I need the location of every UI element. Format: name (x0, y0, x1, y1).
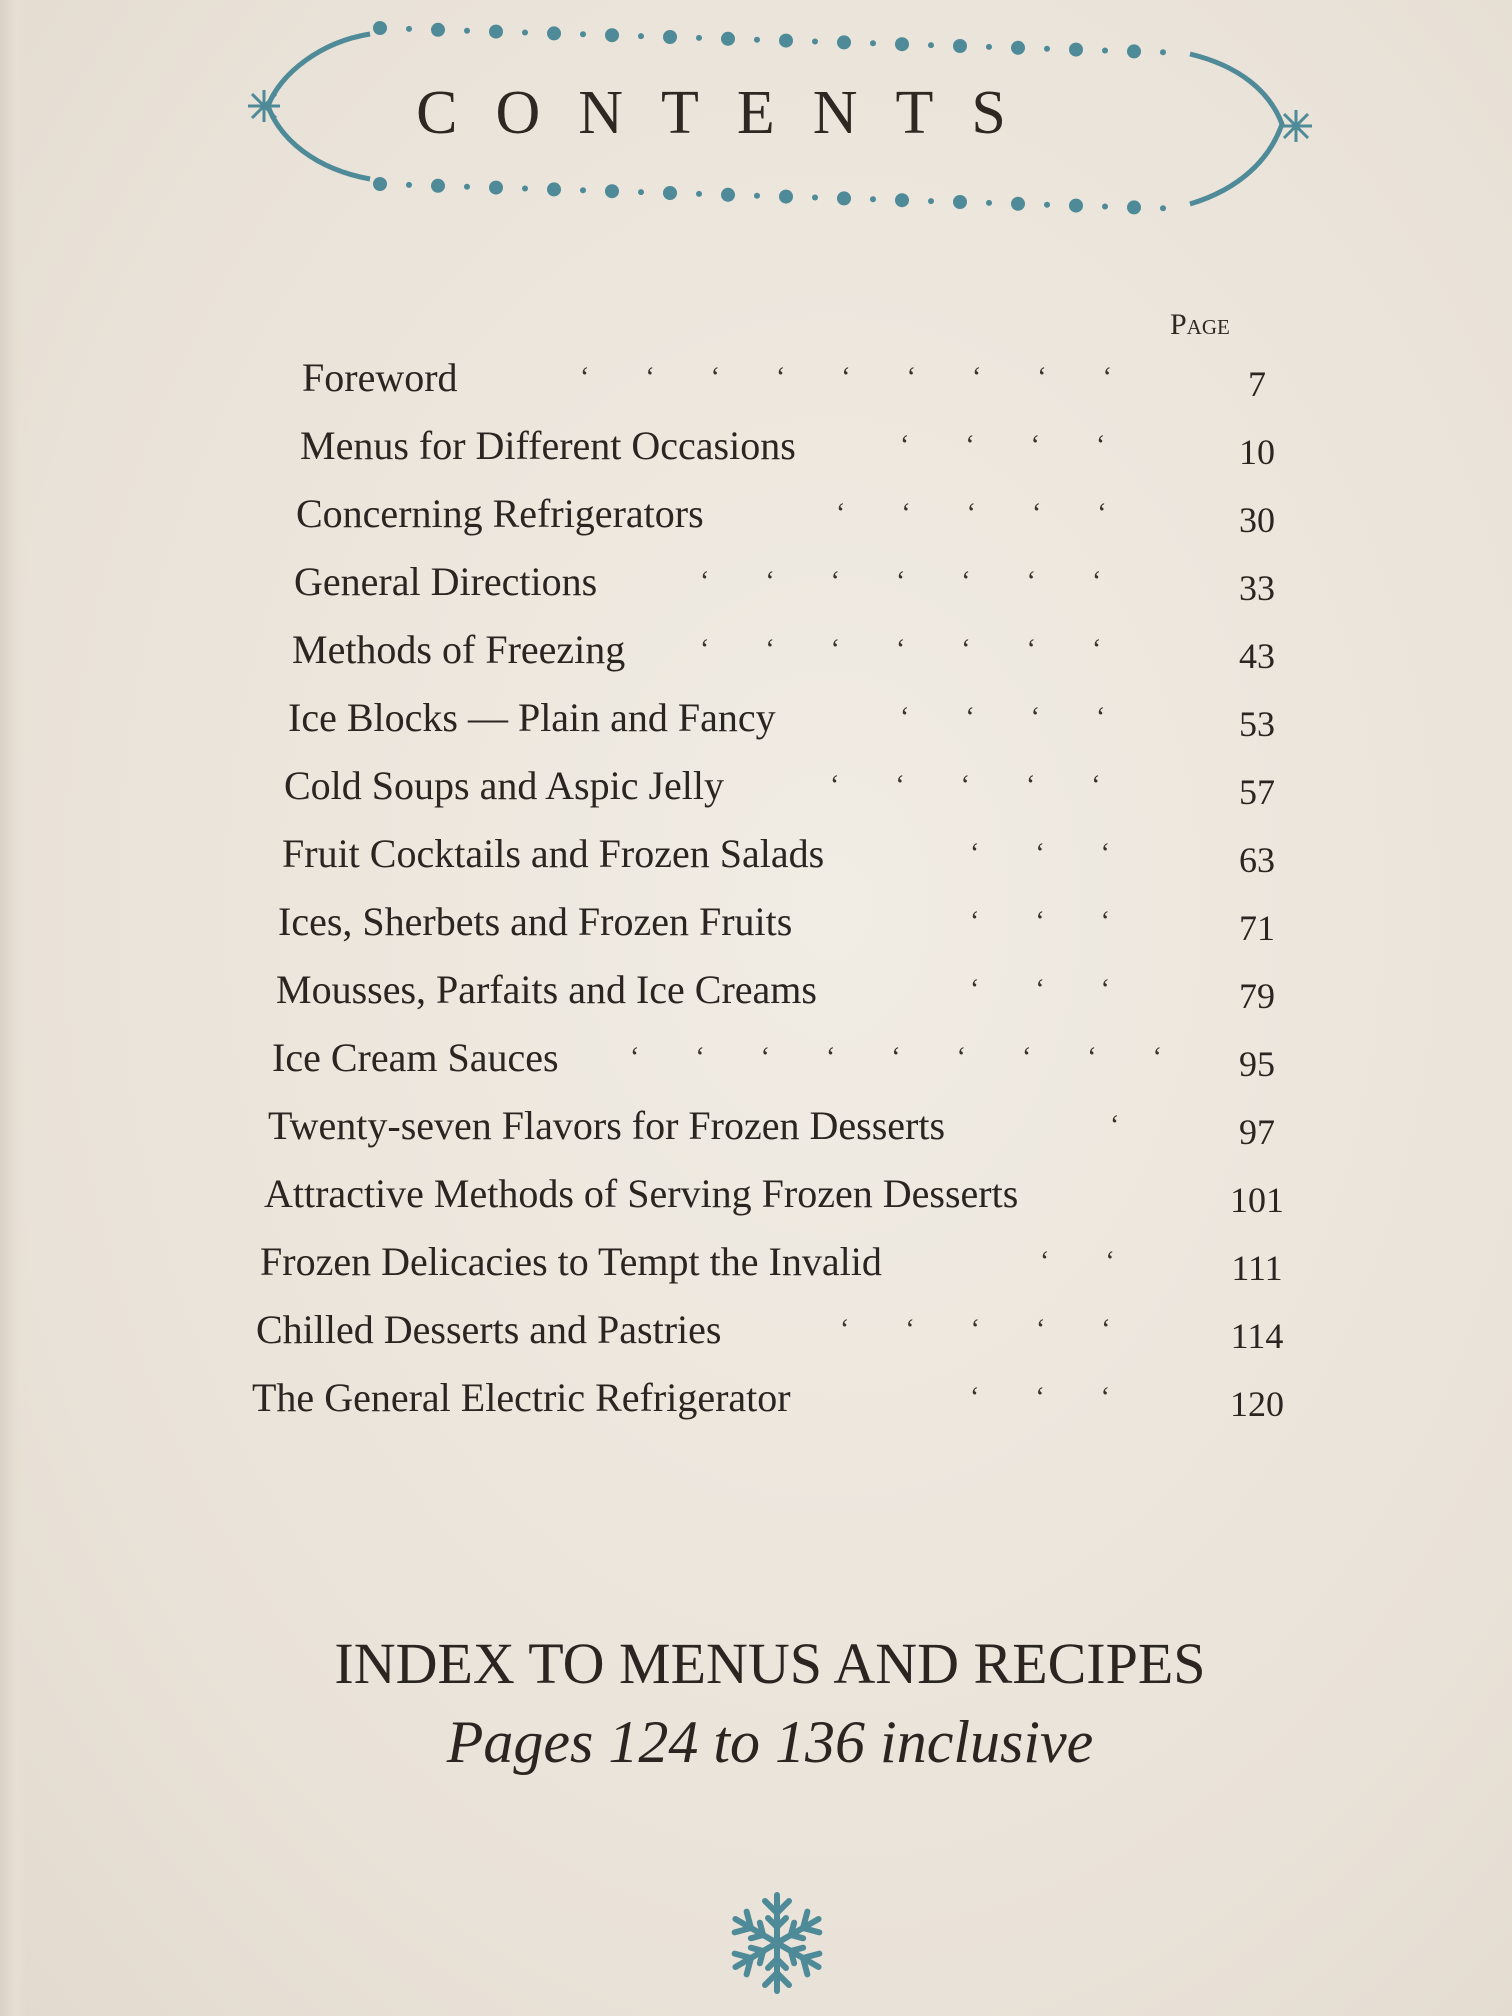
toc-entry (296, 484, 1300, 544)
ornament-dot (464, 28, 470, 34)
toc-entry (268, 1096, 1300, 1156)
ornament-dot (605, 184, 619, 198)
toc-dot-leader: ʻ ʻ ʻ ʻ (900, 430, 1106, 461)
ornament-dot (547, 26, 561, 40)
ornament-dot (696, 191, 702, 197)
ornament-top-dots (373, 21, 1166, 58)
ornament-dot (953, 39, 967, 53)
toc-entry-title: The General Electric Refrigerator (252, 1375, 791, 1420)
toc-entry-page: 30 (1239, 500, 1275, 540)
ornament-dot (812, 195, 818, 201)
ornament-dot (870, 196, 876, 202)
toc-entry-title: Foreword (302, 355, 458, 400)
ornament-left-flake (248, 90, 280, 122)
toc-entry-page: 53 (1239, 704, 1275, 744)
ornament-right-flake (1280, 110, 1312, 142)
ornament-dot (1127, 200, 1141, 214)
ornament-dot (754, 193, 760, 199)
ornament-dot (1011, 41, 1025, 55)
toc-entry (282, 824, 1300, 884)
toc-entry-title: Mousses, Parfaits and Ice Creams (276, 967, 817, 1012)
toc-entry-title: Ice Cream Sauces (272, 1035, 559, 1080)
ornament-dot (1069, 43, 1083, 57)
toc-entry-title: General Directions (294, 559, 598, 604)
toc-entry-page: 79 (1239, 976, 1275, 1016)
toc-entry-title: Concerning Refrigerators (296, 491, 704, 536)
ornament-dot (696, 35, 702, 41)
page-edge (0, 0, 26, 2016)
toc-entry-page: 63 (1239, 840, 1275, 880)
ornament-dot (986, 44, 992, 50)
ornament-dot (1069, 199, 1083, 213)
toc-dot-leader: ʻ ʻ ʻ (970, 974, 1110, 1005)
toc-entry-page: 33 (1239, 568, 1275, 608)
toc-dot-leader: ʻ ʻ (1040, 1246, 1115, 1277)
ornament-dot (580, 31, 586, 37)
toc-entry-page: 120 (1230, 1384, 1284, 1424)
toc-dot-leader: ʻ ʻ ʻ ʻ ʻ (840, 1314, 1111, 1345)
toc-dot-leader: ʻ ʻ ʻ ʻ ʻ ʻ ʻ ʻ ʻ (580, 362, 1112, 393)
ornament-dot (779, 190, 793, 204)
toc-dot-leader: ʻ (1110, 1110, 1120, 1141)
ornament-dot (1044, 202, 1050, 208)
toc-dot-leader: ʻ ʻ ʻ ʻ ʻ ʻ ʻ ʻ ʻ (630, 1042, 1162, 1073)
toc-entry-page: 101 (1230, 1180, 1284, 1220)
toc-entry-page: 71 (1239, 908, 1275, 948)
ornament-dot (605, 28, 619, 42)
ornament-dot (1160, 205, 1166, 211)
page-column-label: Page (1170, 308, 1230, 341)
toc-entry-title: Chilled Desserts and Pastries (256, 1307, 722, 1352)
index-heading: INDEX TO MENUS AND RECIPES (334, 1631, 1206, 1696)
ornament-dot (779, 34, 793, 48)
ornament-dot (1102, 204, 1108, 210)
ornament-dot (928, 198, 934, 204)
toc-entry-page: 111 (1231, 1248, 1283, 1288)
ornament-dot (721, 32, 735, 46)
ornament-dot (489, 25, 503, 39)
ornament-dot (522, 30, 528, 36)
ornament-right-bracket (1190, 54, 1282, 204)
ornament-dot (870, 40, 876, 46)
ornament-dot (812, 39, 818, 45)
toc-entry (294, 552, 1300, 612)
index-page-range: Pages 124 to 136 inclusive (446, 1709, 1094, 1775)
ornament-dot (663, 186, 677, 200)
ornament-dot (464, 184, 470, 190)
ornament-dot (663, 30, 677, 44)
ornament-dot (522, 186, 528, 192)
ornament-dot (721, 188, 735, 202)
toc-entry-page: 95 (1239, 1044, 1275, 1084)
ornament-dot (406, 26, 412, 32)
toc-entry (276, 960, 1300, 1020)
toc-entry-page: 10 (1239, 432, 1275, 472)
toc-dot-leader: ʻ ʻ ʻ (970, 1382, 1110, 1413)
ornament-dot (406, 182, 412, 188)
toc-entry-title: Cold Soups and Aspic Jelly (284, 763, 725, 808)
ornament-dot (431, 23, 445, 37)
toc-entry (264, 1164, 1300, 1224)
ornament-dot (837, 35, 851, 49)
toc-entry-title: Twenty-seven Flavors for Frozen Desserts (268, 1103, 946, 1148)
ornament-dot (489, 181, 503, 195)
ornament-dot (754, 37, 760, 43)
toc-entry (272, 1028, 1300, 1088)
toc-dot-leader: ʻ ʻ ʻ (970, 906, 1110, 937)
toc-entry-page: 7 (1248, 364, 1266, 404)
ornament-dot (580, 187, 586, 193)
toc-dot-leader: ʻ ʻ ʻ ʻ (900, 702, 1106, 733)
toc-entry (288, 688, 1300, 748)
toc-entry (278, 892, 1300, 952)
ornament-dot (1011, 197, 1025, 211)
toc-dot-leader: ʻ ʻ ʻ ʻ ʻ ʻ ʻ (700, 634, 1102, 665)
ornament-dot (373, 21, 387, 35)
toc-entry-page: 97 (1239, 1112, 1275, 1152)
ornament-dot (547, 182, 561, 196)
toc-entry (302, 348, 1300, 408)
toc-entry (252, 1368, 1300, 1428)
toc-dot-leader: ʻ ʻ ʻ ʻ ʻ (836, 498, 1107, 529)
toc-dot-leader: ʻ ʻ ʻ ʻ ʻ (830, 770, 1101, 801)
toc-entry-title: Frozen Delicacies to Tempt the Invalid (260, 1239, 882, 1284)
toc-dot-leader: ʻ ʻ ʻ ʻ ʻ ʻ ʻ (700, 566, 1102, 597)
toc-entry-title: Methods of Freezing (292, 627, 626, 672)
toc-entry (300, 416, 1300, 476)
ornament-dot (895, 193, 909, 207)
toc-entry-page: 43 (1239, 636, 1275, 676)
toc-entry (292, 620, 1300, 680)
ornament-dot (837, 191, 851, 205)
toc-entry-title: Attractive Methods of Serving Frozen Desserts (264, 1171, 1019, 1216)
toc-entry (260, 1232, 1300, 1292)
toc-dot-leader: ʻ ʻ ʻ (970, 838, 1110, 869)
ornament-dot (1160, 49, 1166, 55)
toc-entry-title: Ices, Sherbets and Frozen Fruits (278, 899, 793, 944)
toc-entry-title: Ice Blocks — Plain and Fancy (288, 695, 776, 740)
ornament-dot (431, 179, 445, 193)
ornament-dot (895, 37, 909, 51)
toc-entry (256, 1300, 1300, 1360)
ornament-bottom-dots (373, 177, 1166, 214)
ornament-dot (953, 195, 967, 209)
ornament-dot (986, 200, 992, 206)
toc-entry (284, 756, 1300, 816)
ornament-dot (1102, 48, 1108, 54)
toc-entry-page: 57 (1239, 772, 1275, 812)
ornament-dot (373, 177, 387, 191)
ornament-dot (1044, 46, 1050, 52)
ornament-dot (638, 189, 644, 195)
snowflake-icon (722, 1888, 832, 1998)
ornament-dot (1127, 44, 1141, 58)
toc-entry-title: Fruit Cocktails and Frozen Salads (282, 831, 825, 876)
ornament-dot (638, 33, 644, 39)
ornament-dot (928, 42, 934, 48)
toc-entry-page: 114 (1230, 1316, 1284, 1356)
toc-entry-title: Menus for Different Occasions (300, 423, 796, 468)
contents-heading: CONTENTS (416, 79, 1044, 147)
